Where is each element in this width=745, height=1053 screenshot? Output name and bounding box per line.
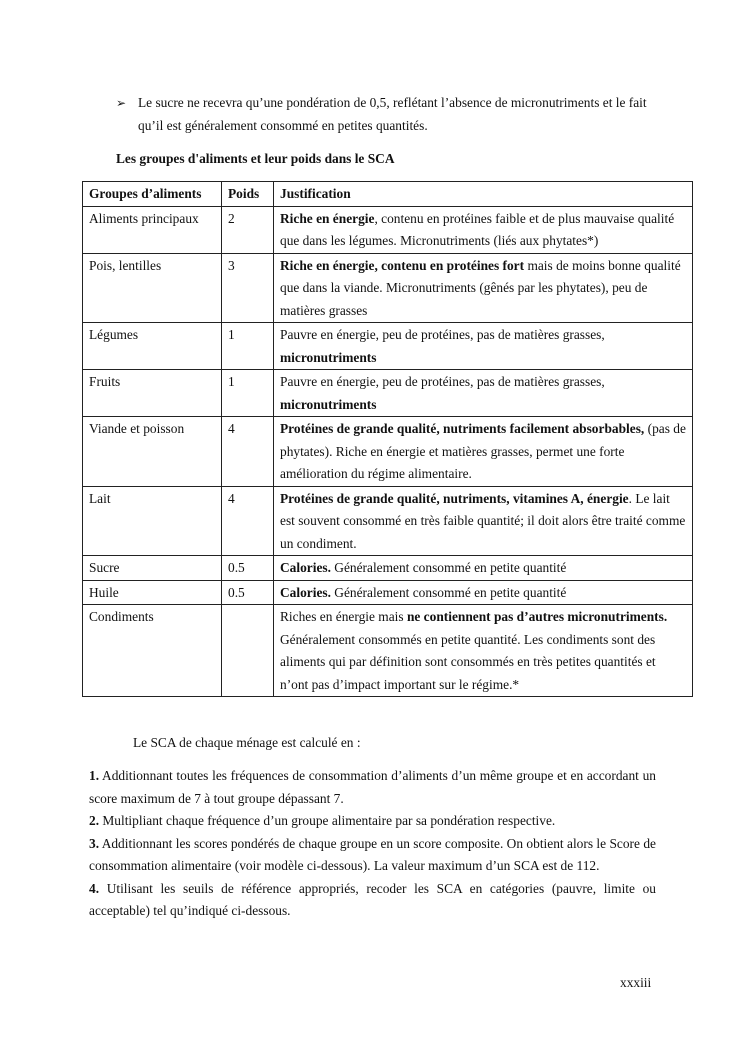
justification-cell	[274, 370, 693, 417]
weight-cell: 3	[222, 253, 274, 323]
justification-bold-text: Riche en énergie, contenu en protéines fort	[280, 257, 525, 273]
table-row	[83, 417, 693, 487]
weight-cell: 4	[222, 417, 274, 487]
step-item: 3. Additionnant les scores pondérés de chaque groupe en un score composite. On obtient alors le Score de consommation alimentaire (voir modèle ci-dessous). La valeur maximum d’un SCA est de 112.	[89, 835, 656, 873]
weight-cell: 0.5	[222, 556, 274, 581]
table-row	[83, 556, 693, 581]
justification-cell	[274, 417, 693, 487]
justification-text: (pas de phytates). Riche en énergie et matières grasses, permet une forte amélioration du régime alimentaire.	[280, 421, 686, 481]
table-row	[83, 206, 693, 253]
food-group-cell: Viande et poisson	[83, 417, 222, 487]
calculation-intro: Le SCA de chaque ménage est calculé en :	[133, 735, 361, 750]
food-group-cell: Sucre	[83, 556, 222, 581]
table-header-row	[83, 182, 693, 207]
justification-bold-text: micronutriments	[280, 349, 377, 365]
table-title: Les groupes d'aliments et leur poids dans le SCA	[116, 151, 395, 166]
justification-text: Généralement consommé en petite quantité	[330, 584, 567, 600]
step-item: 2. Multipliant chaque fréquence d’un groupe alimentaire par sa pondération respective.	[89, 813, 556, 828]
step-item: 4. Utilisant les seuils de référence appropriés, recoder les SCA en catégories (pauvre, limite ou acceptable) tel qu’indiqué ci-dessous.	[89, 880, 656, 918]
justification-cell	[274, 556, 693, 581]
justification-text: Généralement consommé en petite quantité	[330, 560, 567, 575]
justification-text: Riches en énergie mais	[280, 609, 407, 624]
table-row	[83, 605, 693, 697]
calculation-steps	[89, 765, 656, 923]
justification-cell	[274, 605, 693, 697]
bullet-text: Le sucre ne recevra qu’une pondération de 0,5, reflétant l’absence de micronutriments et le fait qu’il est généralement consommé en petites quantités.	[138, 95, 647, 133]
food-group-cell: Pois, lentilles	[83, 253, 222, 323]
justification-cell	[274, 323, 693, 370]
weight-cell: 2	[222, 206, 274, 253]
justification-bold-text: Riche en énergie	[280, 210, 375, 226]
weight-cell: 1	[222, 323, 274, 370]
food-group-cell: Aliments principaux	[83, 206, 222, 253]
food-group-cell: Légumes	[83, 323, 222, 370]
justification-bold-text: Calories.	[280, 560, 331, 575]
table-row	[83, 323, 693, 370]
justification-text: , contenu en protéines faible et de plus mauvaise qualité que dans les légumes. Micronutriments (liés aux phytates*)	[280, 210, 675, 248]
justification-bold-text: Calories.	[280, 584, 331, 600]
table-row	[83, 253, 693, 323]
header-weight: Poids	[222, 182, 274, 207]
food-group-cell: Lait	[83, 486, 222, 556]
justification-cell	[274, 206, 693, 253]
weight-cell: 0.5	[222, 580, 274, 605]
step-item: 1. Additionnant toutes les fréquences de consommation d’aliments d’un même groupe et en accordant un score maximum de 7 à tout groupe dépassant 7.	[89, 768, 656, 806]
justification-bold-text: micronutriments	[280, 396, 377, 412]
justification-bold-text: Protéines de grande qualité, nutriments facilement absorbables,	[280, 421, 645, 436]
food-group-cell: Fruits	[83, 370, 222, 417]
justification-bold-text: ne contiennent pas d’autres micronutriments.	[406, 609, 668, 624]
justification-text: Pauvre en énergie, peu de protéines, pas de matières grasses,	[280, 374, 605, 389]
justification-cell	[274, 486, 693, 556]
table-row	[83, 370, 693, 417]
header-justification: Justification	[274, 182, 693, 207]
food-group-cell: Condiments	[83, 605, 222, 697]
food-groups-table	[82, 181, 693, 697]
justification-cell	[274, 253, 693, 323]
bullet-item	[116, 92, 661, 137]
table-row	[83, 580, 693, 605]
header-groups: Groupes d’aliments	[83, 182, 222, 207]
justification-text: Généralement consommés en petite quantité. Les condiments sont des aliments qui par définition sont consommés en très petites quantités et n’ont pas d’impact important sur le régime.*	[280, 631, 656, 692]
justification-cell	[274, 580, 693, 605]
arrow-bullet-icon: ➢	[116, 96, 127, 110]
food-group-cell: Huile	[83, 580, 222, 605]
table-row	[83, 486, 693, 556]
page-number: xxxiii	[620, 975, 652, 990]
weight-cell: 4	[222, 486, 274, 556]
justification-bold-text: Protéines de grande qualité, nutriments, vitamines A, énergie	[280, 490, 629, 506]
weight-cell: 1	[222, 370, 274, 417]
justification-text: . Le lait est souvent consommé en très faible quantité; il doit alors être traité comme un condiment.	[280, 490, 686, 551]
weight-cell	[222, 605, 274, 697]
justification-text: Pauvre en énergie, peu de protéines, pas de matières grasses,	[280, 327, 605, 342]
justification-text: mais de moins bonne qualité que dans la viande. Micronutriments (gênés par les phytates), peu de matières grasses	[280, 257, 681, 318]
